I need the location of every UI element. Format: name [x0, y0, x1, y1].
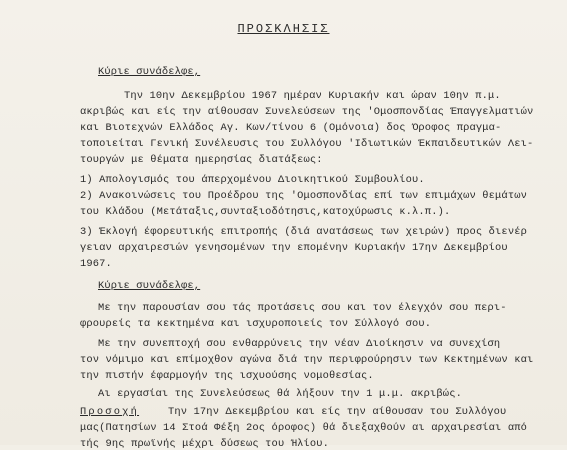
- paragraph2-line: Με την συνεπτοχή σου ενθαρρύνεις την νέαν Διοίκησιν να συνεχίση: [98, 338, 501, 350]
- paragraph1-line: Την 10ην Δεκεμβρίου 1967 ημέραν Κυριακήν και ώραν 10ην π.μ.: [124, 90, 501, 102]
- agenda-item: 1967.: [80, 258, 112, 270]
- agenda-item: 1) Απολογισμός του άπερχομένου Διοικητικού Συμβουλίου.: [80, 174, 425, 186]
- paragraph2-line: τον νόμιμο και επίμοχθον αγώνα διά την περιφρούρησιν των Κεκτημένων και: [80, 354, 534, 366]
- paragraph2-line: την πιστήν έφαρμογήν της ισχυούσης νομοθεσίας.: [80, 370, 374, 382]
- agenda-item: του Κλάδου (Μετάταξις,συνταξιοδότησις,κατοχύρωσις κ.λ.π.).: [80, 206, 451, 218]
- paragraph2-line: φρουρείς τα κεκτημένα και ισχυροποιείς τον Σύλλογό σου.: [80, 318, 432, 330]
- paragraph2-line: Αι εργασίαι της Συνελεύσεως θά λήξουν την 1 μ.μ. ακριβώς.: [98, 388, 462, 400]
- note-line: Την 17ην Δεκεμβρίου και είς την αίθουσαν του Συλλόγου: [168, 406, 507, 418]
- note-label: Προσοχή: [80, 406, 140, 418]
- salutation: Κύριε συνάδελφε,: [98, 66, 201, 78]
- salutation-2: Κύριε συνάδελφε,: [98, 280, 201, 292]
- note-line: μας(Πατησίων 14 Στοά Φέξη 2ος όροφος) θά διεξαχθούν αι αρχαιρεσίαι από: [80, 422, 527, 434]
- paragraph1-line: και Βιοτεχνών Ελλάδος Αγ. Κων/τίνου 6 (Ομόνοια) δος Όροφος πραγμα-: [80, 122, 502, 134]
- agenda-item: 2) Ανακοινώσεις του Προέδρου της 'Ομοσπονδίας επί των επιμάχων θεμάτων: [80, 190, 527, 202]
- paragraph2-line: Με την παρουσίαν σου τάς προτάσεις σου και τον έλεγχόν σου περι-: [98, 302, 507, 314]
- paragraph1-line: τοποιείται Γενική Συνέλευσις του Συλλόγου 'Ιδιωτικών Έκπαιδευτικών Λει-: [80, 138, 534, 150]
- note-line: τής 9ης πρωϊνής μέχρι δύσεως του Ήλίου.: [80, 438, 330, 450]
- agenda-item: 3) Έκλογή έφορευτικής επιτροπής (διά ανατάσεως των χειρών) προς διενέρ: [80, 226, 527, 238]
- paragraph1-line: τουργών με θέματα ημερησίας διατάξεως:: [80, 154, 323, 166]
- paragraph1-line: ακριβώς και είς την αίθουσαν Συνελεύσεων της 'Ομοσπονδίας Έπαγγελματιών: [80, 106, 534, 118]
- document-title: ΠΡΟΣΚΛΗΣΙΣ: [237, 22, 330, 36]
- agenda-item: γειαν αρχαιρεσιών γενησομένων την επομένην Κυριακήν 17ην Δεκεμβρίου: [80, 242, 508, 254]
